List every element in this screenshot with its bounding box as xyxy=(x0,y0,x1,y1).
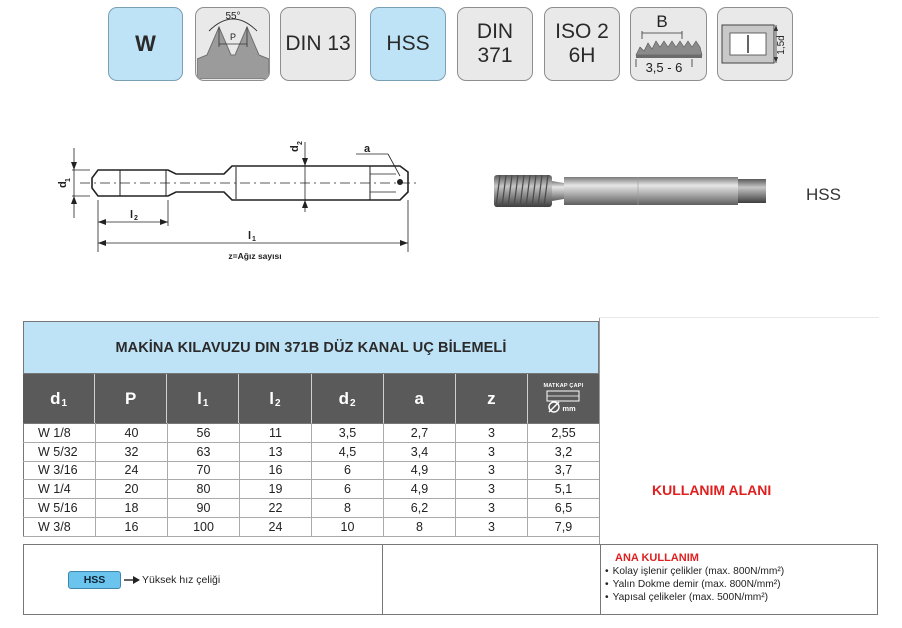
table-cell: 5,1 xyxy=(528,480,600,499)
table-cell: 80 xyxy=(168,480,240,499)
table-cell: 2,7 xyxy=(384,424,456,443)
iso-line2: 6H xyxy=(568,44,596,67)
right-panel-divider xyxy=(599,318,600,544)
drill-unit: mm xyxy=(562,404,577,413)
dimension-table xyxy=(23,423,600,537)
chamfer-form-badge xyxy=(630,7,707,81)
table-cell: W 3/16 xyxy=(24,461,96,480)
table-cell: 24 xyxy=(96,461,168,480)
table-cell: 24 xyxy=(240,517,312,536)
d2-label: d xyxy=(289,145,301,152)
table-cell: 22 xyxy=(240,499,312,518)
arrow-right-icon xyxy=(124,575,140,585)
din371-line1: DIN xyxy=(476,20,514,43)
l1-label: l xyxy=(248,230,252,242)
table-cell: 3 xyxy=(456,480,528,499)
thread-angle-label: 55° xyxy=(224,11,241,22)
table-cell: 3 xyxy=(456,499,528,518)
shank-dimension-label: 1,5d xyxy=(776,35,787,55)
usage-area-title: KULLANIM ALANI xyxy=(652,482,772,498)
thread-profile-badge xyxy=(195,7,270,81)
table-cell: 3,4 xyxy=(384,442,456,461)
usage-item: • Kolay işlenir çelikler (max. 800N/mm²) xyxy=(605,566,784,579)
header-z: z xyxy=(456,374,528,423)
a-label: a xyxy=(364,143,371,155)
table-cell: 32 xyxy=(96,442,168,461)
header-l1: l $_1$ xyxy=(167,374,239,423)
thread-pitch-label: P xyxy=(229,32,236,42)
chamfer-form-icon xyxy=(632,9,706,79)
table-cell: 90 xyxy=(168,499,240,518)
iso-line1: ISO 2 xyxy=(555,20,609,43)
table-cell: 3,2 xyxy=(528,442,600,461)
table-header-row xyxy=(23,374,599,423)
table-title: MAKİNA KILAVUZU DIN 371B DÜZ KANAL UÇ BİLEMELİ xyxy=(23,321,599,374)
photo-caption: HSS xyxy=(806,185,841,204)
table-cell: 4,5 xyxy=(312,442,384,461)
d1-label: d xyxy=(57,181,69,188)
table-cell: W 3/8 xyxy=(24,517,96,536)
header-a: a xyxy=(384,374,456,423)
drill-diameter-icon xyxy=(546,390,580,414)
legend-chip: HSS xyxy=(68,571,121,589)
table-cell: W 5/32 xyxy=(24,442,96,461)
table-cell: 4,9 xyxy=(384,461,456,480)
table-cell: W 1/8 xyxy=(24,424,96,443)
material-legend xyxy=(68,571,220,589)
table-cell: 6 xyxy=(312,480,384,499)
table-cell: 13 xyxy=(240,442,312,461)
table-cell: 3 xyxy=(456,461,528,480)
header-pitch: P xyxy=(95,374,167,423)
table-cell: 7,9 xyxy=(528,517,600,536)
table-row xyxy=(24,442,600,461)
header-l2: l $_2$ xyxy=(239,374,311,423)
bottom-divider-right xyxy=(600,544,601,615)
table-cell: 8 xyxy=(312,499,384,518)
table-cell: 6 xyxy=(312,461,384,480)
bottom-divider-left xyxy=(382,544,383,615)
table-row xyxy=(24,424,600,443)
tap-product-photo xyxy=(488,163,788,223)
chamfer-letter: B xyxy=(655,12,668,31)
table-cell: 2,55 xyxy=(528,424,600,443)
table-cell: 10 xyxy=(312,517,384,536)
material-badge xyxy=(370,7,446,81)
table-cell: 3 xyxy=(456,424,528,443)
table-cell: 11 xyxy=(240,424,312,443)
table-cell: 6,2 xyxy=(384,499,456,518)
table-cell: 4,9 xyxy=(384,480,456,499)
din13-badge xyxy=(280,7,356,81)
tolerance-badge xyxy=(544,7,620,81)
table-cell: 56 xyxy=(168,424,240,443)
table-cell: 16 xyxy=(96,517,168,536)
usage-item: • Yalın Dokme demir (max. 800N/mm²) xyxy=(605,579,784,592)
din371-line2: 371 xyxy=(477,44,513,67)
main-usage-list xyxy=(605,566,784,604)
din13-label: DIN 13 xyxy=(285,32,351,55)
table-row xyxy=(24,461,600,480)
table-cell: 100 xyxy=(168,517,240,536)
thread-standard-badge xyxy=(108,7,183,81)
table-cell: 40 xyxy=(96,424,168,443)
table-cell: 3 xyxy=(456,442,528,461)
table-cell: 8 xyxy=(384,517,456,536)
table-cell: 16 xyxy=(240,461,312,480)
din371-badge xyxy=(457,7,533,81)
d1-sub: 1 xyxy=(65,178,72,182)
table-cell: 6,5 xyxy=(528,499,600,518)
shank-form-icon xyxy=(718,9,792,79)
table-cell: W 5/16 xyxy=(24,499,96,518)
table-row xyxy=(24,499,600,518)
chamfer-range: 3,5 - 6 xyxy=(645,60,682,75)
l2-label: l xyxy=(130,209,134,221)
tap-technical-drawing xyxy=(50,130,420,266)
right-panel-top-edge xyxy=(599,317,879,318)
drawing-caption: z=Ağız sayısı xyxy=(228,251,282,261)
table-cell: 70 xyxy=(168,461,240,480)
l1-sub: 1 xyxy=(252,236,256,243)
d2-sub: 2 xyxy=(297,141,304,145)
legend-text: Yüksek hız çeliği xyxy=(142,574,221,586)
drill-caption: MATKAP ÇAPI xyxy=(543,383,584,389)
shank-form-badge xyxy=(717,7,793,81)
table-cell: 63 xyxy=(168,442,240,461)
header-d2: d $_2$ xyxy=(312,374,384,423)
table-cell: 18 xyxy=(96,499,168,518)
table-cell: W 1/4 xyxy=(24,480,96,499)
table-cell: 19 xyxy=(240,480,312,499)
table-cell: 3,5 xyxy=(312,424,384,443)
header-drill-diameter xyxy=(528,374,599,423)
main-usage-title: ANA KULLANIM xyxy=(615,552,699,564)
material-label: HSS xyxy=(386,32,430,55)
usage-item: • Yapısal çelikeler (max. 500N/mm²) xyxy=(605,592,784,605)
table-cell: 3,7 xyxy=(528,461,600,480)
l2-sub: 2 xyxy=(134,215,138,222)
table-row xyxy=(24,517,600,536)
header-d1: d $_1$ xyxy=(23,374,95,423)
table-cell: 3 xyxy=(456,517,528,536)
table-cell: 20 xyxy=(96,480,168,499)
table-row xyxy=(24,480,600,499)
standard-letter: W xyxy=(135,31,156,56)
thread-profile-icon xyxy=(197,9,269,79)
